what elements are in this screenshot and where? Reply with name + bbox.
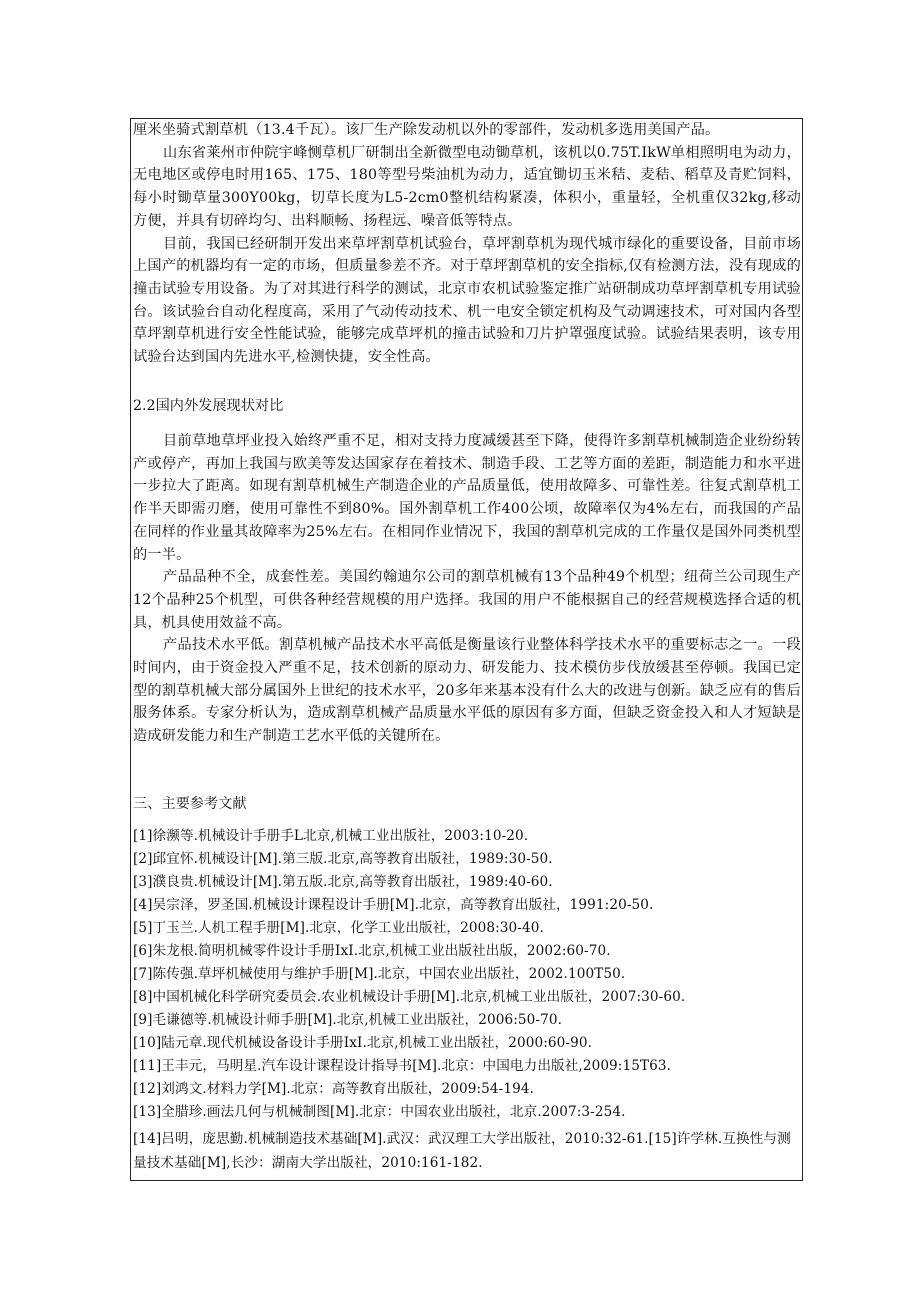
reference-item: [3]濮良贵.机械设计[M].第五版.北京,高等教育出版社，1989:40-60. (133, 874, 553, 890)
reference-item: [8]中国机械化科学研究委员会.农业机械设计手册[M].北京,机械工业出版社，2007:30-60. (133, 989, 686, 1005)
paragraph: 产品技术水平低。割草机械产品技术水平高低是衡量该行业整体科学技术水平的重要标志之一。一段时间内，由于资金投入严重不足，技术创新的原动力、研发能力、技术模仿步伐放缓甚至停顿。我国已定型的割草机械大部分属国外上世纪的技术水平，20多年来基本没有什么大的改进与创新。缺乏应有的售后服务体系。专家分析认为，造成割草机械产品质量水平低的原因有多方面，但缺乏资金投入和人才短缺是造成研发能力和生产制造工艺水平低的关键所在。 (133, 637, 801, 745)
body-text-block-2 (133, 430, 801, 748)
reference-item: [14]吕明，庞思勤.机械制造技术基础[M].武汉：武汉理工大学出版社，2010:32-61.[15]许学林.互换性与测量技术基础[M],长沙：湖南大学出版社，2010:161-182. (133, 1131, 791, 1171)
paragraph: 厘米坐骑式割草机（13.4千瓦）。该厂生产除发动机以外的零部件，发动机多选用美国产品。 (133, 122, 720, 138)
paragraph: 产品品种不全，成套性差。美国约翰迪尔公司的割草机械有13个品种49个机型；纽荷兰公司现生产12个品种25个机型，可供各种经营规模的用户选择。我国的用户不能根据自己的经营规模选择合适的机具，机具使用效益不高。 (133, 569, 801, 631)
reference-item: [12]刘鸿文.材料力学[M].北京：高等教育出版社，2009:54-194. (133, 1081, 534, 1097)
reference-item: [4]吴宗泽，罗圣国.机械设计课程设计手册[M].北京，高等教育出版社，1991:20-50. (133, 897, 654, 913)
paragraph: 山东省莱州市仲院宇峰恻草机厂研制出全新微型电动锄草机，该机以0.75T.IkW单相照明电为动力，无电地区或停电时用165、175、180等型号柴油机为动力，适宜锄切玉米秸、麦秸、稻草及青贮饲料，每小时锄草量300Y00kg，切草长度为L5-2cm0整机结构紧凑，体积小，重量轻，全机重仅32kg,移动方便，并具有切碎均匀、出料顺畅、扬程远、噪音低等特点。 (133, 144, 801, 229)
section-heading-references: 三、主要参考文献 (133, 796, 247, 812)
reference-item: [2]邱宜怀.机械设计[M].第三版.北京,高等教育出版社，1989:30-50. (133, 851, 553, 867)
reference-item: [5]丁玉兰.人机工程手册[M].北京，化学工业出版社，2008:30-40. (133, 920, 544, 936)
section-heading-2-2: 2.2国内外发展现状对比 (133, 398, 284, 414)
reference-item: [11]王丰元，马明星.汽车设计课程设计指导书[M].北京：中国电力出版社,2009:15T63. (133, 1058, 672, 1074)
reference-item: [9]毛谦德等.机械设计师手册[M].北京,机械工业出版社，2006:50-70. (133, 1012, 562, 1028)
reference-item: [6]朱龙根.简明机械零件设计手册IxI.北京,机械工业出版社出版，2002:60-70. (133, 943, 611, 959)
reference-item: [10]陆元章.现代机械设备设计手册IxI.北京,机械工业出版社，2000:60-90. (133, 1035, 593, 1051)
body-text-block (133, 119, 801, 369)
paragraph: 目前，我国已经研制开发出来草坪割草机试验台，草坪割草机为现代城市绿化的重要设备，目前市场上国产的机器均有一定的市场，但质量参差不齐。对于草坪割草机的安全指标,仅有检测方法，没有现成的撞击试验专用设备。为了对其进行科学的测试，北京市农机试验鉴定推广站研制成功草坪割草机专用试验台。该试验台自动化程度高，采用了气动传动技术、机一电安全锁定机构及气动调速技术，可对国内各型草坪割草机进行安全性能试验，能够完成草坪机的撞击试验和刀片护罩强度试验。试验结果表明，该专用试验台达到国内先进水平,检测快捷，安全性高。 (133, 235, 801, 366)
paragraph: 目前草地草坪业投入始终严重不足，相对支持力度减缓甚至下降，使得许多割草机械制造企业纷纷转产或停产，再加上我国与欧美等发达国家存在着技术、制造手段、工艺等方面的差距，制造能力和水平进一步拉大了距离。如现有割草机械生产制造企业的产品质量低，使用故障多、可靠性差。往复式割草机工作半天即需刃磨，使用可靠性不到80%。国外割草机工作400公顷，故障率仅为4%左右，而我国的产品在同样的作业量其故障率为25%左右。在相同作业情况下，我国的割草机完成的工作量仅是国外同类机型的一半。 (133, 433, 801, 563)
reference-item: [13]全腊珍.画法几何与机械制图[M].北京：中国农业出版社，北京.2007:3-254. (133, 1104, 626, 1120)
reference-item: [7]陈传强.草坪机械使用与维护手册[M].北京，中国农业出版社，2002.100T50. (133, 966, 626, 982)
reference-item: [1]徐濒等.机械设计手册手L北京,机械工业出版社，2003:10-20. (133, 828, 529, 844)
